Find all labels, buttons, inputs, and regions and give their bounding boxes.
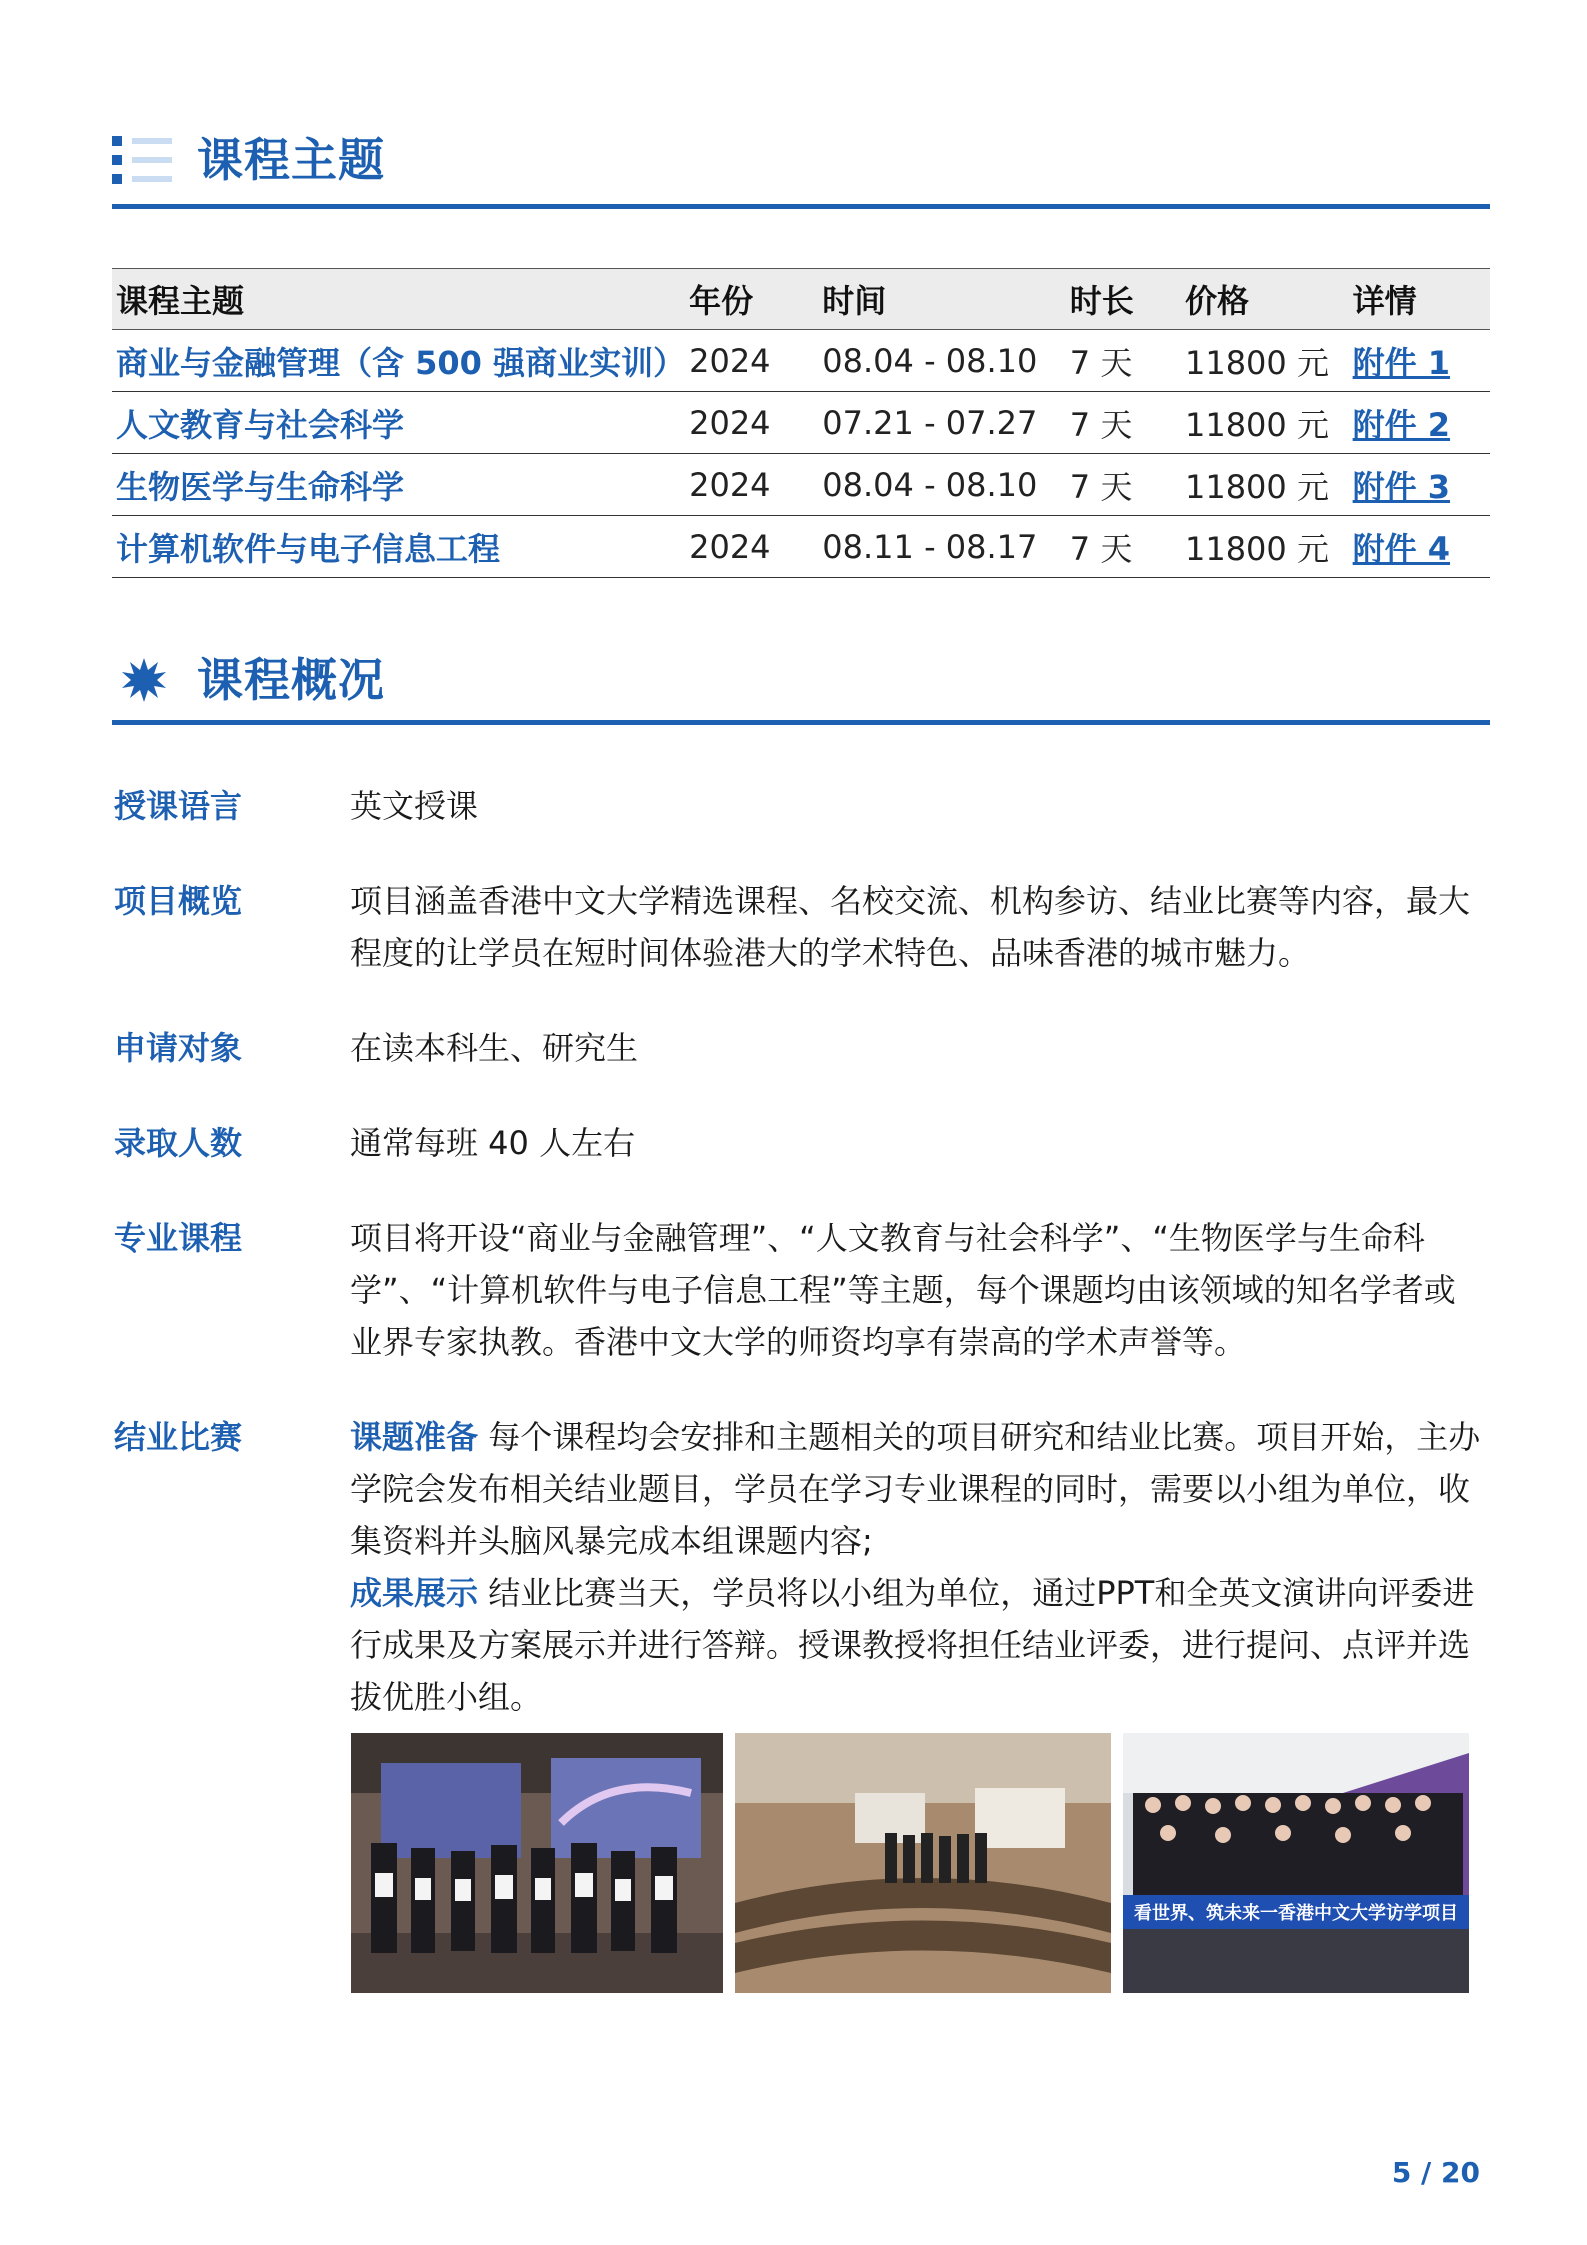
overview-text (350, 1411, 1484, 1723)
cell-year: 2024 (685, 330, 818, 392)
cell-price: 11800 元 (1181, 330, 1349, 392)
table-header-row (112, 269, 1490, 330)
cell-time: 08.04 - 08.10 (818, 454, 1066, 516)
table-row (112, 330, 1490, 392)
cell-year: 2024 (685, 392, 818, 454)
overview-label: 授课语言 (114, 787, 243, 825)
section-title: 课程主题 (197, 133, 385, 187)
cell-time: 08.11 - 08.17 (818, 516, 1066, 578)
cell-year: 2024 (685, 516, 818, 578)
table-row (112, 392, 1490, 454)
column-header-time: 时间 (818, 269, 1066, 330)
cell-topic: 商业与金融管理（含 500 强商业实训） (112, 330, 685, 392)
cell-duration: 7 天 (1066, 330, 1181, 392)
section-title: 课程概况 (197, 653, 385, 707)
overview-competition (114, 1411, 1484, 1723)
cell-year: 2024 (685, 454, 818, 516)
overview-text: 通常每班 40 人左右 (350, 1124, 636, 1162)
table-row (112, 454, 1490, 516)
photo-ceremony (351, 1733, 723, 1993)
showcase-text: 结业比赛当天，学员将以小组为单位，通过PPT和全英文演讲向评委进行成果及方案展示并进行答辩。授课教授将担任结业评委，进行提问、点评并选拔优胜小组。 (350, 1574, 1475, 1716)
cell-time: 07.21 - 07.27 (818, 392, 1066, 454)
cell-time: 08.04 - 08.10 (818, 330, 1066, 392)
subheading-prep: 课题准备 (350, 1418, 479, 1456)
column-header-year: 年份 (685, 269, 818, 330)
cell-price: 11800 元 (1181, 454, 1349, 516)
photo-strip (351, 1733, 1469, 1993)
overview-text: 英文授课 (350, 787, 479, 825)
overview-label: 项目概览 (114, 882, 243, 920)
overview-enrollment (114, 1117, 1484, 1169)
column-header-topic: 课程主题 (112, 269, 685, 330)
attachment-link[interactable]: 附件 3 (1349, 454, 1490, 516)
overview-text: 项目涵盖香港中文大学精选课程、名校交流、机构参访、结业比赛等内容，最大程度的让学员在短时间体验港大的学术特色、品味香港的城市魅力。 (350, 882, 1471, 972)
cell-topic: 人文教育与社会科学 (112, 392, 685, 454)
cell-duration: 7 天 (1066, 516, 1181, 578)
column-header-price: 价格 (1181, 269, 1349, 330)
subheading-showcase: 成果展示 (350, 1574, 479, 1612)
prep-text: 每个课程均会安排和主题相关的项目研究和结业比赛。项目开始，主办学院会发布相关结业题目，学员在学习专业课程的同时，需要以小组为单位，收集资料并头脑风暴完成本组课题内容; (350, 1418, 1481, 1560)
table-row (112, 516, 1490, 578)
overview-text: 项目将开设“商业与金融管理”、“人文教育与社会科学”、“生物医学与生命科学”、“计算机软件与电子信息工程”等主题，每个课题均由该领域的知名学者或业界专家执教。香港中文大学的师资均享有崇高的学术声誉等。 (350, 1219, 1456, 1361)
overview-label: 申请对象 (114, 1029, 243, 1067)
photo-group (1123, 1733, 1469, 1993)
photo-lecture-hall (735, 1733, 1111, 1993)
overview-language (114, 780, 1484, 832)
column-header-details: 详情 (1349, 269, 1490, 330)
cell-price: 11800 元 (1181, 516, 1349, 578)
attachment-link[interactable]: 附件 1 (1349, 330, 1490, 392)
course-overview (114, 780, 1484, 1766)
overview-courses (114, 1212, 1484, 1368)
overview-audience (114, 1022, 1484, 1074)
column-header-duration: 时长 (1066, 269, 1181, 330)
attachment-link[interactable]: 附件 2 (1349, 392, 1490, 454)
cell-topic: 生物医学与生命科学 (112, 454, 685, 516)
cell-duration: 7 天 (1066, 454, 1181, 516)
cell-price: 11800 元 (1181, 392, 1349, 454)
attachment-link[interactable]: 附件 4 (1349, 516, 1490, 578)
list-icon (112, 136, 172, 184)
cell-topic: 计算机软件与电子信息工程 (112, 516, 685, 578)
section-divider (112, 720, 1490, 725)
overview-label: 录取人数 (114, 1124, 243, 1162)
page-number: 5 / 20 (1391, 2156, 1480, 2189)
overview-text: 在读本科生、研究生 (350, 1029, 639, 1067)
overview-summary (114, 875, 1484, 979)
section-divider (112, 204, 1490, 209)
banner-text: 看世界、筑未来一香港中文大学访学项目 (1134, 1903, 1458, 1924)
overview-label: 专业课程 (114, 1219, 243, 1257)
overview-label: 结业比赛 (114, 1418, 243, 1456)
starburst-icon (120, 656, 168, 704)
cell-duration: 7 天 (1066, 392, 1181, 454)
course-table (112, 268, 1490, 578)
